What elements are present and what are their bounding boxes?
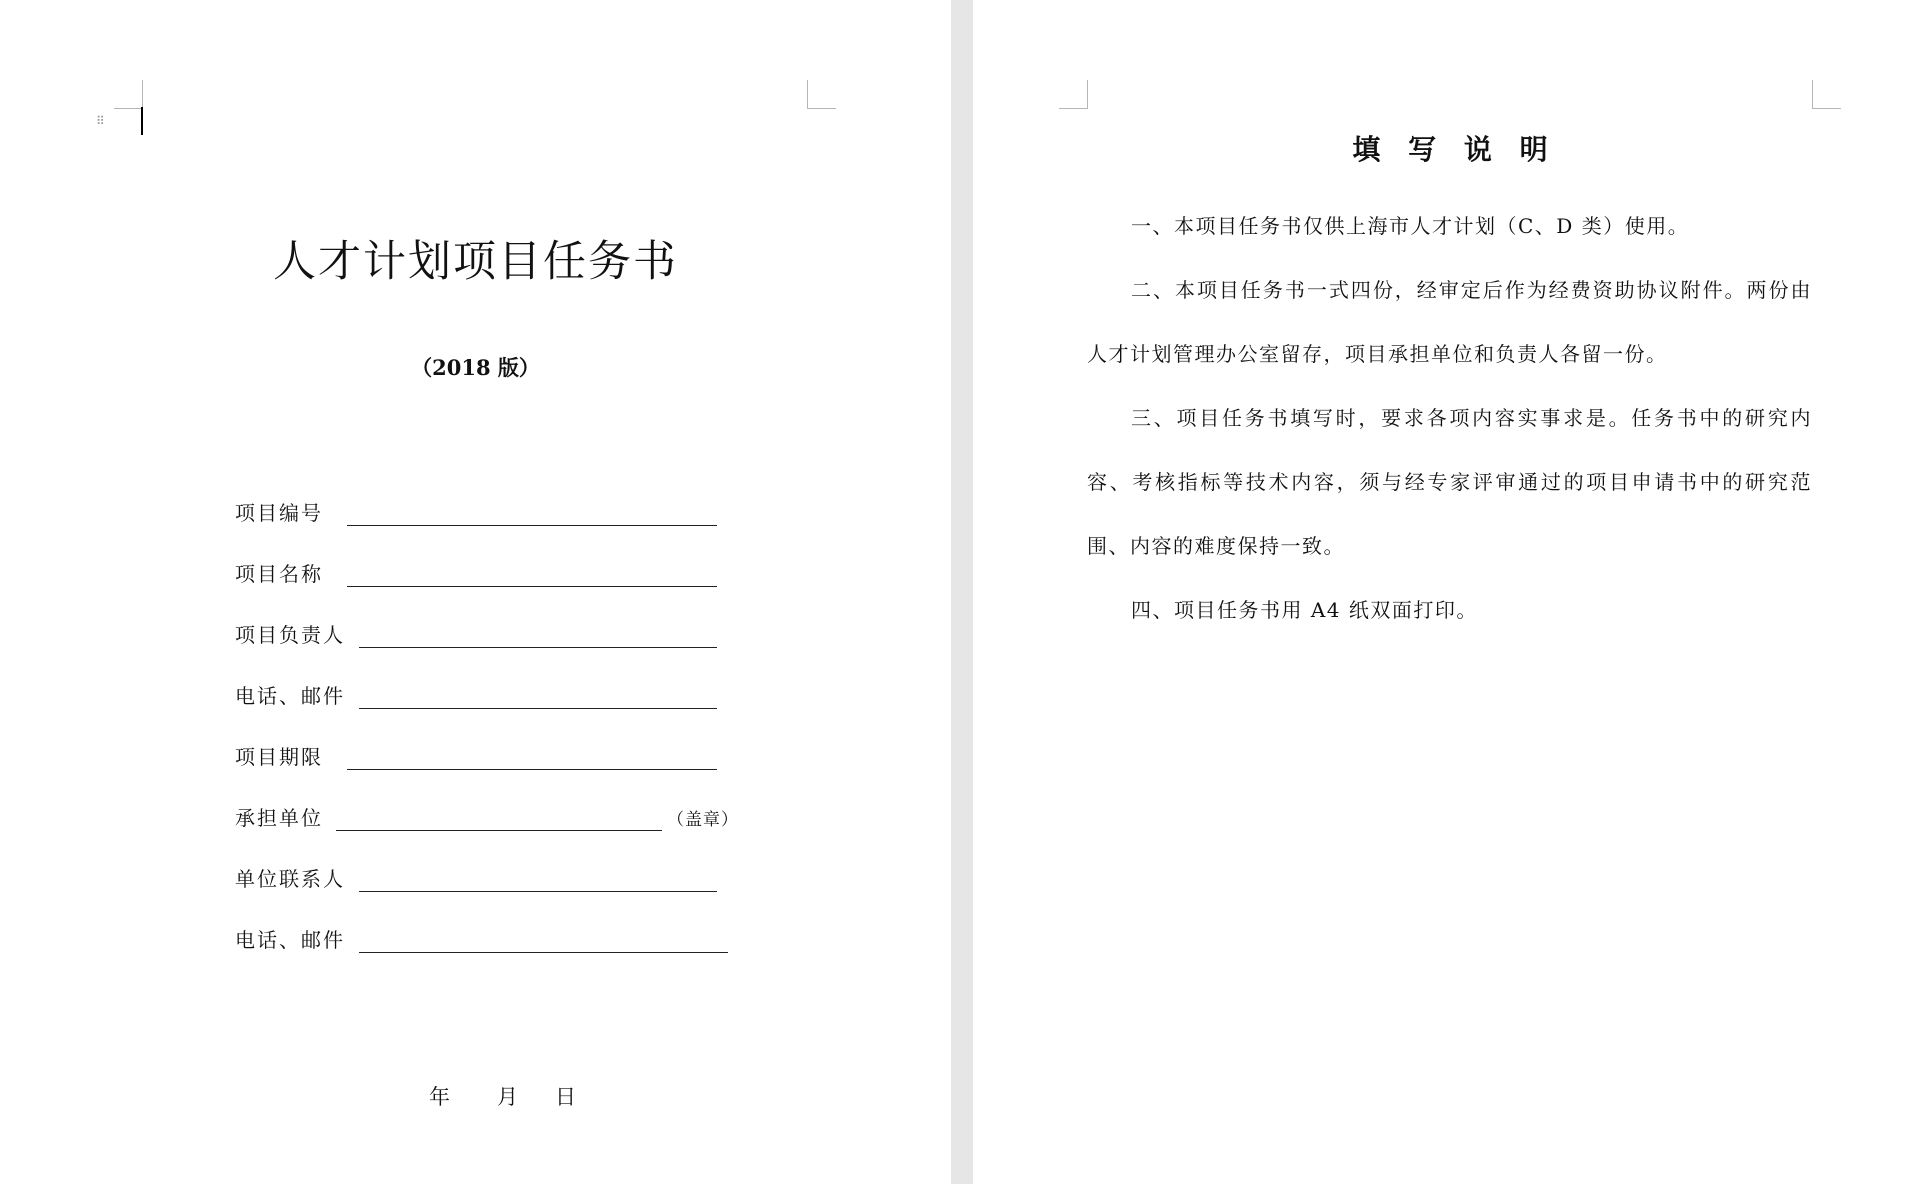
field-blank-line[interactable] <box>359 708 717 709</box>
field-blank-line[interactable] <box>347 769 717 770</box>
field-row-unit-contact <box>235 863 755 895</box>
instruction-item: 四、项目任务书用 A4 纸双面打印。 <box>1131 598 1478 622</box>
margin-corner-top-right <box>1812 80 1841 109</box>
field-label: 项目编号 <box>235 501 323 525</box>
field-blank-line[interactable] <box>359 647 717 648</box>
instruction-item: 三、项目任务书填写时，要求各项内容实事求是。任务书中的研究内容、考核指标等技术内容，须与经专家评审通过的项目申请书中的研究范围、内容的难度保持一致。 <box>1087 406 1812 558</box>
text-cursor <box>141 107 143 135</box>
instructions-title: 填 写 说 明 <box>1352 133 1552 166</box>
cover-title: 人才计划项目任务书 <box>273 237 678 287</box>
field-blank-line[interactable] <box>359 952 728 953</box>
date-year: 年 <box>429 1085 450 1109</box>
instruction-item: 一、本项目任务书仅供上海市人才计划（C、D 类）使用。 <box>1131 214 1690 238</box>
field-row-unit-contact-info <box>235 924 755 956</box>
field-blank-line[interactable] <box>359 891 717 892</box>
field-row-project-name <box>235 558 755 590</box>
field-row-leader-contact <box>235 680 755 712</box>
drag-handle-icon[interactable]: ⠿ <box>96 114 105 128</box>
field-blank-line[interactable] <box>347 586 717 587</box>
date-day: 日 <box>555 1085 576 1109</box>
field-blank-line[interactable] <box>347 525 717 526</box>
margin-corner-top-right <box>807 80 836 109</box>
seal-note: （盖章） <box>667 810 739 830</box>
field-row-undertaking-unit <box>235 802 755 834</box>
margin-corner-top-left <box>114 80 143 109</box>
instruction-item: 二、本项目任务书一式四份，经审定后作为经费资助协议附件。两份由人才计划管理办公室留存，项目承担单位和负责人各留一份。 <box>1087 278 1812 366</box>
field-label: 电话、邮件 <box>235 684 345 708</box>
field-blank-line[interactable] <box>336 830 662 831</box>
margin-corner-top-left <box>1059 80 1088 109</box>
field-label: 项目名称 <box>235 562 323 586</box>
cover-page[interactable] <box>0 0 951 1184</box>
field-label: 电话、邮件 <box>235 928 345 952</box>
field-label: 项目负责人 <box>235 623 345 647</box>
field-row-project-number <box>235 497 755 529</box>
date-month: 月 <box>497 1085 518 1109</box>
field-label: 单位联系人 <box>235 867 345 891</box>
field-label: 承担单位 <box>235 806 323 830</box>
cover-version: （2018 版） <box>411 355 540 380</box>
field-row-project-leader <box>235 619 755 651</box>
instructions-body[interactable] <box>1087 194 1812 642</box>
field-label: 项目期限 <box>235 745 323 769</box>
field-row-project-term <box>235 741 755 773</box>
